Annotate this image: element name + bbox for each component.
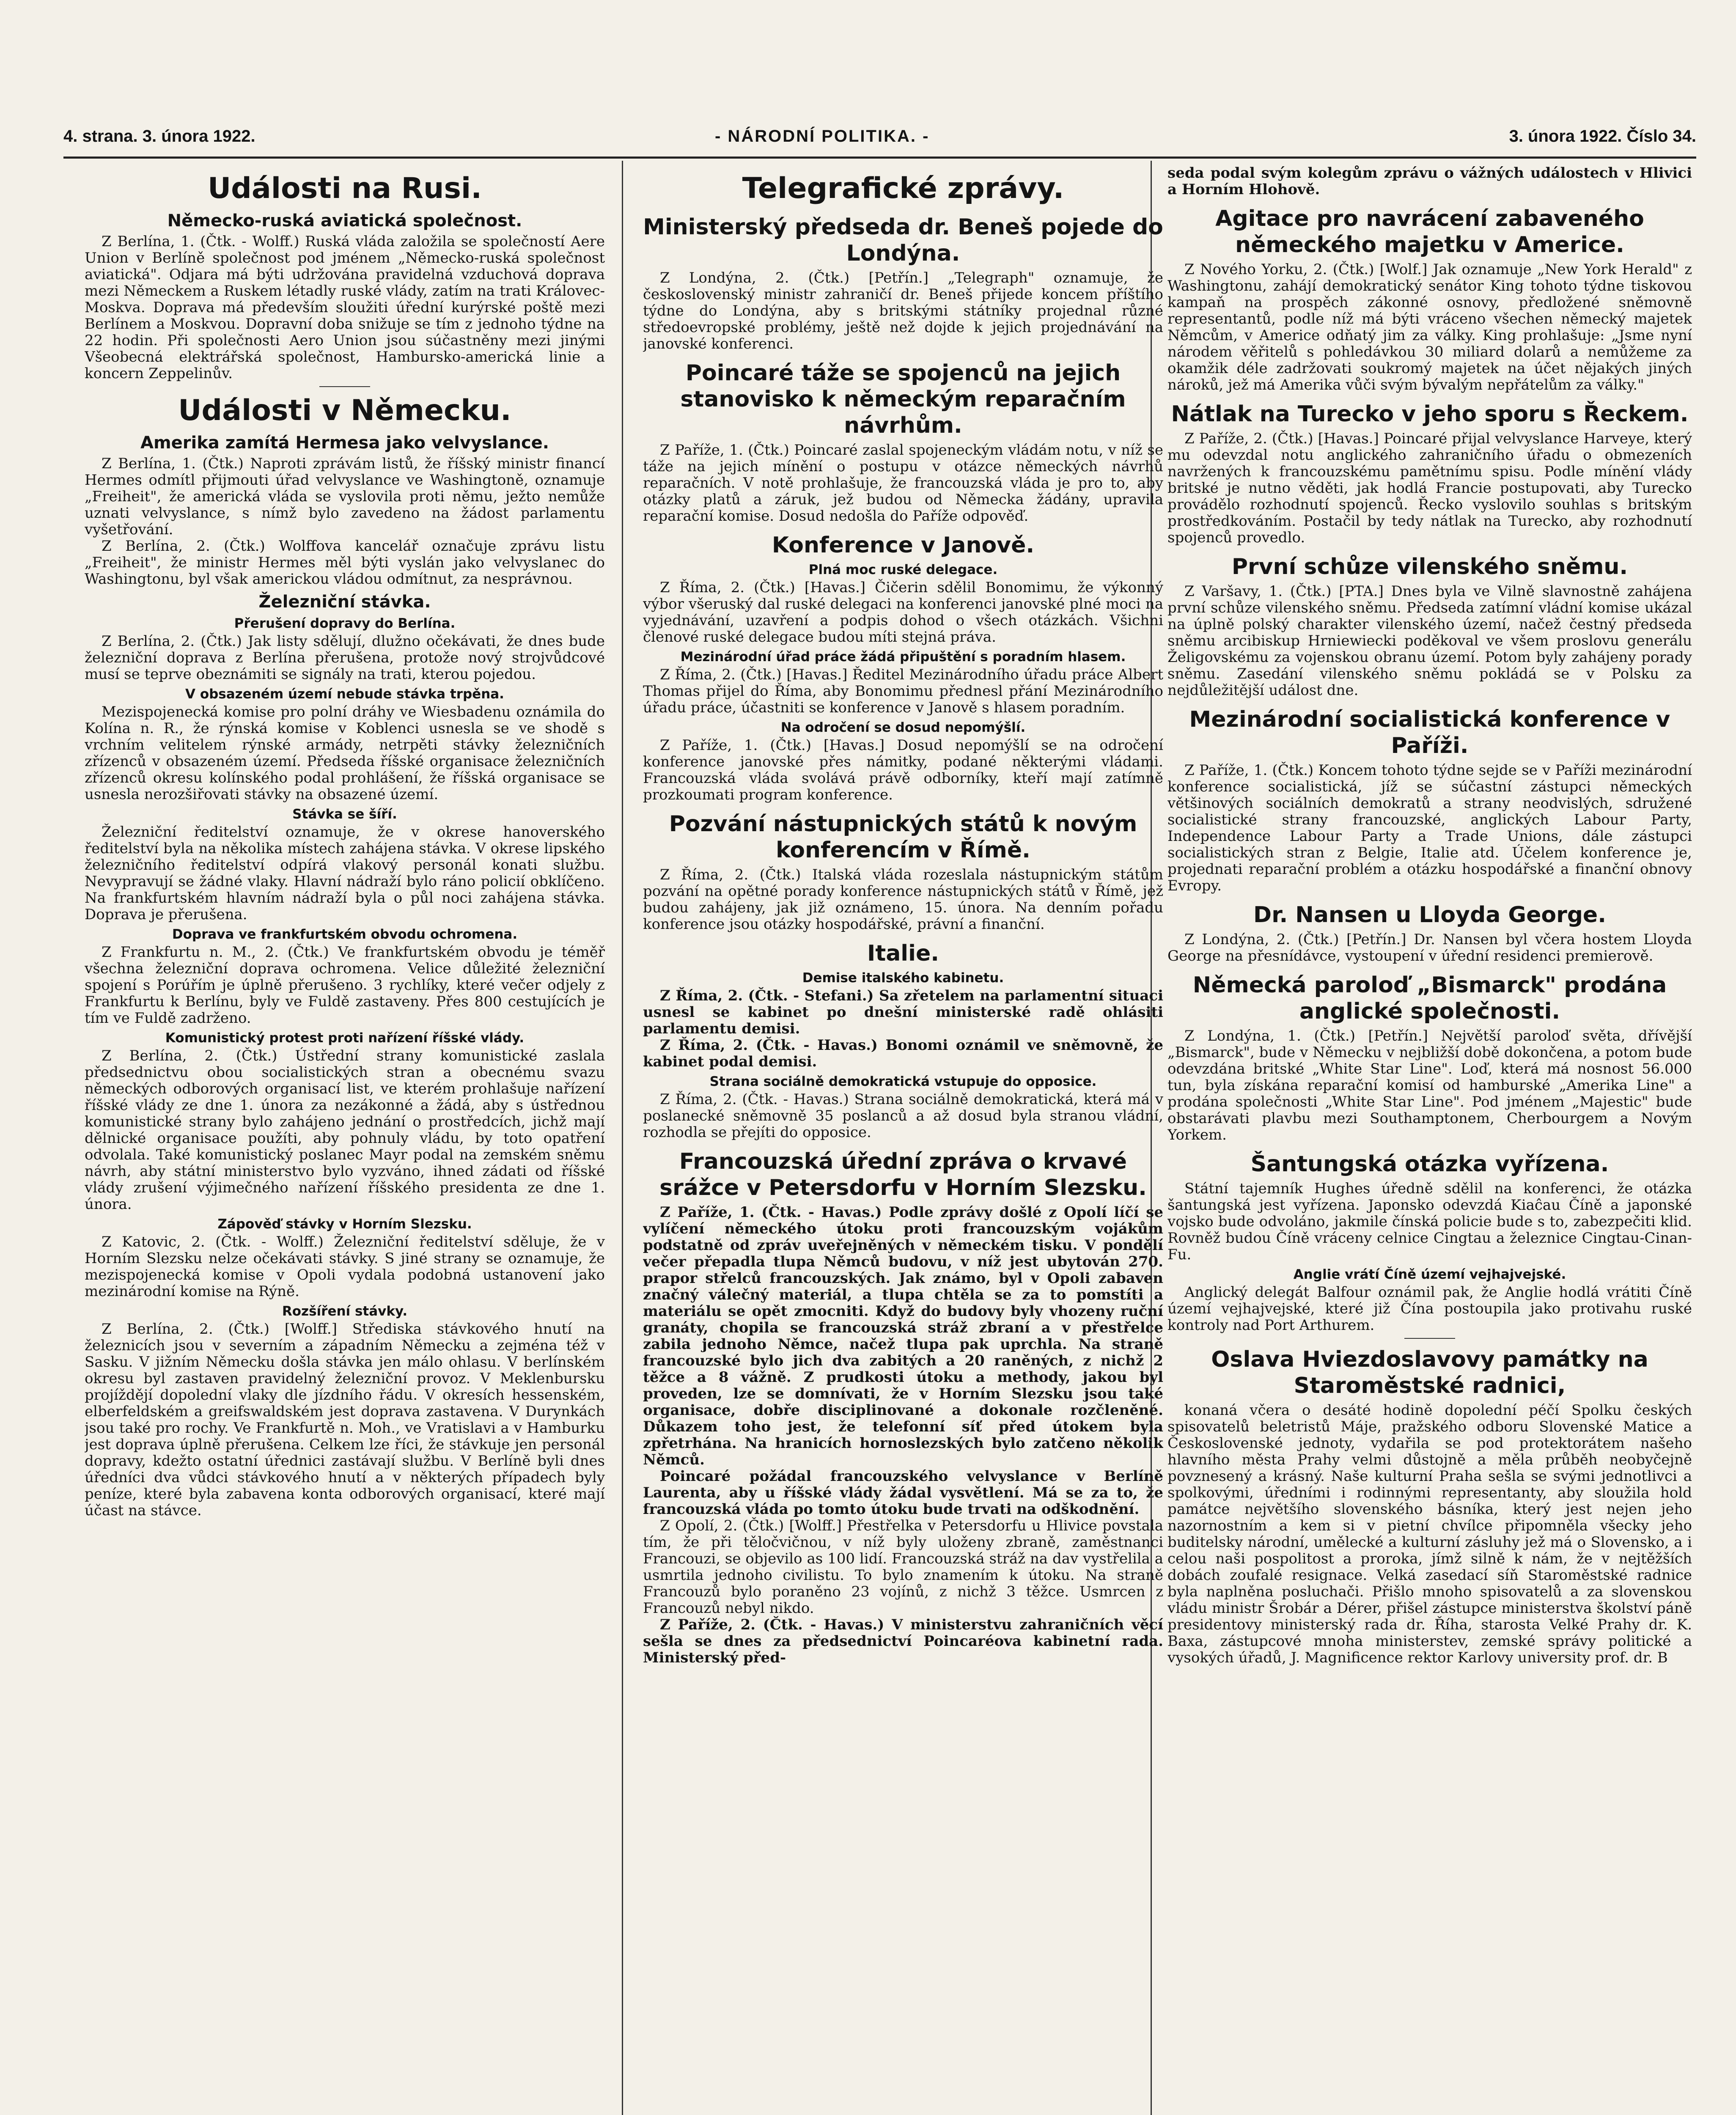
article-text: Z Berlína, 1. (Čtk.) Naproti zprávám listů, že říšský ministr financí Hermes odmítl přijmouti úřad velvyslance ve Washingtoně, oznamuje „Freiheit", že americká vláda se vyslovila proti němu, ježto nemůže uznati velvyslance, s nímž bylo zavedeno na žádost parlamentu vyšetřování. xyxy=(85,455,605,538)
subheading-obsazene-uzemi: V obsazeném území nebude stávka trpěna. xyxy=(185,687,504,702)
article-text: Z Říma, 2. (Čtk. - Stefani.) Sa zřetelem na parlamentní situaci usnesl se kabinet po dnešní ministerské radě ohlásiti parlamentu demisi. xyxy=(643,987,1163,1037)
subheading-vilensky-snem: První schůze vilenského sněmu. xyxy=(1231,554,1628,580)
article-text: Z Katovic, 2. (Čtk. - Wolff.) Železniční ředitelství sděluje, že v Horním Slezsku nelze očekávati stávky. S jiné strany se oznamuje, že mezispojenecká komise v Opoli vydala podobná ustanovení jako mezinárodní komise na Rýně. xyxy=(85,1233,605,1300)
subheading-konference-janov: Konference v Janově. xyxy=(772,533,1035,558)
article-text: Z Paříže, 1. (Čtk.) [Havas.] Dosud nepomýšlí se na odročení konference janovské přes námitky, podané některými vládami. Francouzská vláda svolává právě odborníky, kteří mají zatímně prozkoumati program konference. xyxy=(643,737,1163,803)
article-text: Z Londýna, 2. (Čtk.) [Petřín.] „Telegraph" oznamuje, že československý ministr zahraničí dr. Beneš přijede koncem příštího týdne do Londýna, aby s britskými státníky projednal různé středoevropské problémy, ještě než dojde k jejich projednávání na janovské konferenci. xyxy=(643,269,1163,352)
masthead-page-date: 4. strana. 3. února 1922. xyxy=(63,127,255,146)
article-text: Z Frankfurtu n. M., 2. (Čtk.) Ve frankfurtském obvodu je téměř všechna železniční doprava ochromena. Velice důležité železniční spojení s Porúřím je úplně přerušeno. 3 rychlíky, které večer odjely z Frankfurtu k Berlínu, byly ve Fuldě zastaveny. Přes 800 cestujících je tím ve Fuldě zadrženo. xyxy=(85,944,605,1027)
subheading-urad-prace: Mezinárodní úřad práce žádá připuštění s poradním hlasem. xyxy=(680,649,1126,665)
article-text: Státní tajemník Hughes úředně sdělil na konferenci, že otázka šantungská jest vyřízena. Japonsko odevzdá Kiaĉau Číně a japonské vojsko bude odvoláno, jakmile čínská policie bude s to, zabezpečiti klid. Rovněž budou Číně vráceny celnice Cingtau a železnice Cingtau-Cinan-Fu. xyxy=(1167,1180,1692,1263)
heading-udalosti-v-nemecku: Události v Německu. xyxy=(178,394,511,427)
subheading-nastupnicke-staty: Pozvání nástupnických států k novým konferencím v Římě. xyxy=(669,811,1137,863)
article-text: Z Říma, 2. (Čtk. - Havas.) Strana sociálně demokratická, která má v poslanecké sněmovně 35 poslanců a až dosud byla stranou vládní, rozhodla se přejíti do opposice. xyxy=(643,1091,1163,1141)
subheading-socialisticka-konference: Mezinárodní socialistická konference v Paříži. xyxy=(1189,707,1670,758)
subheading-plna-moc: Plná moc ruské delegace. xyxy=(808,562,998,577)
article-text: Z Varšavy, 1. (Čtk.) [PTA.] Dnes byla ve Vilně slavnostně zahájena první schůze vilenského sněmu. Předseda zatímní vládní komise ukázal na úplně polský charakter vilenského území, načež čestný předseda sněmu arcibiskup Hrniewiecki poděkoval ve všem proslovu generálu Želigovskému za vojenskou obranu území. Potom byly zahájeny porady sněmu. Zasedání vilenského sněmu pokládá se v Polsku za nejdůležitější událost dne. xyxy=(1167,583,1692,699)
article-text: Z Londýna, 2. (Čtk.) [Petřín.] Dr. Nansen byl včera hostem Lloyda George na přesnídávce, vystoupení v úřední residenci premierově. xyxy=(1167,931,1692,964)
article-text: Z Berlína, 2. (Čtk.) Wolffova kancelář označuje zprávu listu „Freiheit", že ministr Hermes měl býti vyslán jako velvyslanec do Washingtonu, byl však americkou vládou odmítnut, za nesprávnou. xyxy=(85,538,605,588)
article-text: Železniční ředitelství oznamuje, že v okrese hanoverského ředitelství byla na několika místech zahájena stávka. V okrese lipského železničního ředitelství odpírá vlakový personál konati službu. Nevypravují se žádné vlaky. Hlavní nádraží bylo ráno policií obklíčeno. Na frankfurtském hlavním nádraží byla o půl noci zahájena stávka. Doprava je přerušena. xyxy=(85,824,605,923)
masthead-title: - NÁRODNÍ POLITIKA. - xyxy=(715,127,930,146)
subheading-odroceni: Na odročení se dosud nepomýšlí. xyxy=(780,720,1026,735)
subheading-stavka-se-siri: Stávka se šíří. xyxy=(292,807,397,822)
article-text: Z Říma, 2. (Čtk. - Havas.) Bonomi oznámil ve sněmovně, že kabinet podal demisi. xyxy=(643,1037,1163,1070)
subheading-italie: Italie. xyxy=(867,941,939,966)
separator xyxy=(1404,1338,1455,1339)
subheading-nansen: Dr. Nansen u Lloyda George. xyxy=(1253,902,1606,928)
article-text: Z Berlína, 2. (Čtk.) [Wolff.] Střediska stávkového hnutí na železnicích jsou v severním a západním Německu a zejména též v Sasku. V jižním Německu došla stávka jen málo ohlasu. V berlínském okresu byl zastaven pravidelný železniční provoz. V Meklenbursku projíždějí dopolední vlaky dle jízdního řádu. V okresích hessenském, elberfeldském a greifswaldském jest doprava zastavena. V Durynkách jsou také pro rochy. Ve Frankfurtě n. Moh., ve Vratislavi a v Hamburku jest doprava úplně přerušena. Celkem lze říci, že stávkuje jen personál dopravy, kdežto ostatní úřednici zastávají službu. V Berlíně byli dnes úředníci dva vůdci stávkového hnutí a v některých případech byly peníze, které byla zabavena konta odborových organisací, které mají účast na stávce. xyxy=(85,1321,605,1519)
article-text-continued: seda podal svým kolegům zprávu o vážných událostech v Hlivici a Horním Hlohově. xyxy=(1167,165,1692,198)
article-text: Z Berlína, 2. (Čtk.) Ústřední strany komunistické zaslala předsednictvu obou socialistických stran a obecnému svazu německých odborových organisací list, ve kterém prohlašuje nařízení říšské vlády ze dne 1. února za nezákonné a žádá, aby s ústřednou komunistické strany bylo zahájeno jednání o prostředcích, jichž mají dělnické organisace použíti, aby pohnuly vládu, by toto opatření odvolala. Také komunistický poslanec Mayr podal na zemském sněmu návrh, aby státní ministerstvo bylo vyzváno, ihned zádati od říšské vlády zrušení výjimečného nařízení říšského presidenta ze dne 1. února. xyxy=(85,1047,605,1213)
subheading-natlak-turecko: Nátlak na Turecko v jeho sporu s Řeckem. xyxy=(1171,401,1689,427)
subheading-zapoved-stavky: Zápověď stávky v Horním Slezsku. xyxy=(217,1217,472,1232)
heading-udalosti-na-rusi: Události na Rusi. xyxy=(207,172,482,205)
subheading-poincare: Poincaré táže se spojenců na jejich stanovisko k německým reparačním návrhům. xyxy=(680,360,1126,438)
article-text: Z Opolí, 2. (Čtk.) [Wolff.] Přestřelka v Petersdorfu u Hlivice povstala tím, že při těločvičnou, v níž byly uloženy zbraně, zaměstnanci Francouzi, se objevilo as 100 lidí. Francouzská stráž na dav vystřelila a usmrtila jednoho civilistu. To bylo znamením k útoku. Na straně Francouzů bylo poraněno 23 vojínů, z nichž 3 těžce. Usmrcen z Francouzů nebyl nikdo. xyxy=(643,1517,1163,1617)
article-text: Poincaré požádal francouzského velvyslance v Berlíně Laurenta, aby u říšské vlády žádal vysvětlení. Má se za to, že francouzská vláda po tomto útoku bude trvati na odškodnění. xyxy=(643,1468,1163,1518)
article-text: Z Říma, 2. (Čtk.) Italská vláda rozeslala nástupnickým státům pozvání na opětné porady konference nástupnických států v Římě, jež budou zahájeny, jak již oznámeno, 15. února. Na denním pořadu konference jsou otázky hospodářské, právní a finanční. xyxy=(643,866,1163,933)
heading-oslava-hviezdoslav: Oslava Hviezdoslavovy památky na Staroměstské radnici, xyxy=(1211,1347,1648,1398)
article-text: Z Paříže, 1. (Čtk. - Havas.) Podle zprávy došlé z Opolí líčí se vylíčení německého útoku proti francouzským vojákům podstatně od zpráv uveřejněných v německém tisku. V pondělí večer přepadla tlupa Němců budovu, v níž jest ubytován 270. prapor střelců francouzských. Jak známo, byl v Opoli zabaven značný válečný materiál, a tlupa chtěla se za to pomstíti a materiálu se opět zmocniti. Když do budovy byly vhozeny ruční granáty, chopila se francouzská stráž zbraní a v přestřelce zabila jednoho Němce, načež tlupa pak uprchla. Na straně francouzské bylo jich dva zabitých a 20 raněných, z nichž 2 těžce a 8 vážně. Z prudkosti útoku a methody, jakou byl proveden, lze se domnívati, že v Horním Slezsku jsou také organisace, dobře disciplinované a dokonale rozčleněné. Důkazem toho jest, že telefonní síť před útokem byla zpřetrhána. Na hranicích hornoslezských bylo zatčeno několik Němců. xyxy=(643,1204,1163,1468)
subheading-benes-londyn: Ministerský předseda dr. Beneš pojede do Londýna. xyxy=(643,214,1163,266)
subheading-demise: Demise italského kabinetu. xyxy=(802,970,1004,986)
subheading-aviaticka-spolecnost: Německo-ruská aviatická společnost. xyxy=(167,211,522,231)
article-text: Z Říma, 2. (Čtk.) [Havas.] Ředitel Mezinárodního úřadu práce Albert Thomas přijel do Říma, aby Bonomimu přednesl přání Mezinárodního úřadu práce, účastniti se konference v Janově s hlasem poradním. xyxy=(643,666,1163,716)
column-divider-1 xyxy=(622,161,623,2115)
subheading-socialne-demokraticka: Strana sociálně demokratická vstupuje do opposice. xyxy=(709,1074,1097,1089)
column-2 xyxy=(643,165,1163,2115)
subheading-rozsireni-stavky: Rozšíření stávky. xyxy=(282,1304,408,1319)
subheading-santung: Šantungská otázka vyřízena. xyxy=(1250,1151,1609,1177)
subheading-preruseni-dopravy: Přerušení dopravy do Berlína. xyxy=(234,616,456,631)
subheading-agitace-majetek: Agitace pro navrácení zabaveného německého majetku v Americe. xyxy=(1215,206,1644,258)
subheading-frankfurt: Doprava ve frankfurtském obvodu ochromena. xyxy=(172,927,518,942)
subheading-zeleznicni-stavka: Železniční stávka. xyxy=(258,592,431,612)
article-text: Anglický delegát Balfour oznámil pak, že Anglie hodlá vrátiti Číně území vejhajvejské, které již Čína postoupila jako protivahu ruské kontroly nad Port Arthurem. xyxy=(1167,1284,1692,1334)
subheading-hermes: Amerika zamítá Hermesa jako velvyslance. xyxy=(140,433,549,453)
column-1 xyxy=(85,165,605,2115)
article-text: Z Nového Yorku, 2. (Čtk.) [Wolf.] Jak oznamuje „New York Herald" z Washingtonu, zahájí demokratický senátor King tohoto týdne tiskovou kampaň na prospěch zákonné osnovy, předložené sněmovně representantů, podle níž má býti vráceno všechen německý majetek Němcům, v Americe odňatý jim za války. King prohlašuje: „Jsme nyní národem věřitelů s pohledávkou 30 miliard dolarů a nemůžeme za okamžik déle zadržovati soukromý majetek na účet nějakých jiných nároků, jež má Amerika vůči svým bývalým nepřátelům za války." xyxy=(1167,261,1692,393)
article-text: Z Paříže, 1. (Čtk.) Koncem tohoto týdne sejde se v Paříži mezinárodní konference socialistická, jíž se súčastní zástupci německých většinových sociálních demokratů a strany neodvislých, sdružené socialistické strany francouzské, anglických Labour Party, Independence Labour Party a Trade Unions, dále zástupci socialistických stran z Belgie, Italie atd. Účelem konference je, projednati reparační problém a otázku hospodářské a finanční obnovy Evropy. xyxy=(1167,762,1692,894)
article-text: Z Berlína, 2. (Čtk.) Jak listy sdělují, dlužno očekávati, že dnes bude železniční doprava z Berlína přerušena, protože nový strojvůdcové musí se teprve obeznámiti se signály na trati, kterou pojedou. xyxy=(85,633,605,683)
subheading-bismarck: Německá paroloď „Bismarck" prodána anglické společnosti. xyxy=(1192,972,1667,1024)
heading-telegraficke-zpravy: Telegrafické zprávy. xyxy=(742,172,1064,205)
article-text: Z Paříže, 2. (Čtk. - Havas.) V ministerstvu zahraničních věcí sešla se dnes za předsednictví Poincaréova kabinetní rada. Ministerský před- xyxy=(643,1616,1163,1666)
article-text: konaná včera o desáté hodině dopolední péčí Spolku českých spisovatelů beletristů Máje, pražského odboru Slovenské Matice a Československé jednoty, vydařila se pod protektorátem našeho hlavního města Prahy velmi důstojně a měla průběh neobyčejně povznesený a krásný. Naše kulturní Praha sešla se svými jednotlivci a spolkovými, úředními i rodinnými representanty, aby sloužila hold památce největšího slovenského básníka, který jest nejen jeho nazornostním a kem si v pietní chvílce připomněla všecky jeho buditelsky národní, umělecké a kulturní zásluhy jež má o Slovensko, a i celou naši pospolitost a proroka, jímž silně k nám, že v nejtěžších dobách zoufalé resignace. Velká zasedací síň Staroměstské radnice byla naplněna posluchači. Přišlo mnoho spisovatelů a za slovenskou vládu ministr Šrobár a Dérer, přišel zástupce ministerstva školství páně presidentovy ministerský rada dr. Říha, starosta Velké Prahy dr. K. Baxa, zástupcové mnoha ministerstev, zemské správy politické a vysokých úřadů, J. Magnificence rektor Karlovy university prof. dr. B xyxy=(1167,1402,1692,1666)
article-text: Z Paříže, 1. (Čtk.) Poincaré zaslal spojeneckým vládám notu, v níž se táže na jejich mínění o postupu v otázce německých návrhů reparačních. V notě prohlašuje, že francouzská vláda je pro to, aby otázky platů a záruk, jež budou od Německa žádány, upravila reparační komise. Dosud nedošla do Paříže odpověď. xyxy=(643,442,1163,525)
article-text: Mezispojenecká komise pro polní dráhy ve Wiesbadenu oznámila do Kolína n. R., že rýnská komise v Koblenci usnesla se ve shodě s vrchním velitelem rýnské armády, netrpěti stávky železničních zřízenců v obsazeném území. Předseda říšské organisace železničních zřízenců okresu kolínského podal prohlášení, že říšská organisace se usnesla nerozšiřovati stávky na obsazené území. xyxy=(85,703,605,803)
article-text: Z Říma, 2. (Čtk.) [Havas.] Čičerin sdělil Bonomimu, že výkonný výbor všeruský dal ruské delegaci na konferenci janovské plné moci na vyjednávání, uzavření a podpis dohod o všech otázkách. Všichni členové ruské delegace budou míti stejná práva. xyxy=(643,579,1163,645)
masthead xyxy=(63,127,1696,152)
article-text: Z Paříže, 2. (Čtk.) [Havas.] Poincaré přijal velvyslance Harveye, který mu odevzdal notu anglického zahraničního úřadu o obmezeních navržených k francouzskému pamětnímu spisu. Podle mínění vlády britské je nutno věděti, jak hodlá Francie postupovati, aby Turecko provádělo rozhodnutí spojenců. Řecko vyslovilo souhlas s britským prostředkováním. Postačil by tedy nátlak na Turecko, aby rozhodnutí spojenců provedlo. xyxy=(1167,430,1692,546)
article-text: Z Londýna, 1. (Čtk.) [Petřín.] Největší paroloď světa, dřívější „Bismarck", bude v Německu v nejbližší době dokončena, a potom bude odevzdána britské „White Star Line". Loď, která má nosnost 56.000 tun, byla získána reparační komisí od hamburské „Amerika Line" a prodána společnosti „White Star Line". Pod jménem „Majestic" bude obstarávati plavbu mezi Southamptonem, Cherbourgem a Novým Yorkem. xyxy=(1167,1027,1692,1143)
masthead-rule xyxy=(63,157,1696,159)
article-text: Z Berlína, 1. (Čtk. - Wolff.) Ruská vláda založila se společností Aere Union v Berlíně společnost pod jménem „Německo-ruská společnost aviatická". Odjara má býti udržována pravidelná vzduchová doprava mezi Německem a Ruskem létadly ruské vlády, zatím na trati Královec-Moskva. Doprava má především sloužiti úřední kurýrské poště mezi Berlínem a Moskvou. Dopravní doba snižuje se tím z jednoho týdne na 22 hodin. Při společnosti Aero Union jsou súčastněny mezi jinými Všeobecná elektrářská společnost, Hambursko-americká linie a koncern Zeppelinův. xyxy=(85,233,605,382)
separator xyxy=(319,386,370,387)
subheading-petersdorf: Francouzská úřední zpráva o krvavé srážce v Petersdorfu v Horním Slezsku. xyxy=(659,1149,1147,1200)
column-3 xyxy=(1167,165,1692,2115)
masthead-issue: 3. února 1922. Číslo 34. xyxy=(1509,127,1696,146)
subheading-komunisticky-protest: Komunistický protest proti nařízení říšské vlády. xyxy=(165,1030,525,1046)
subheading-anglie-cina: Anglie vrátí Číně území vejhajvejské. xyxy=(1293,1267,1566,1282)
